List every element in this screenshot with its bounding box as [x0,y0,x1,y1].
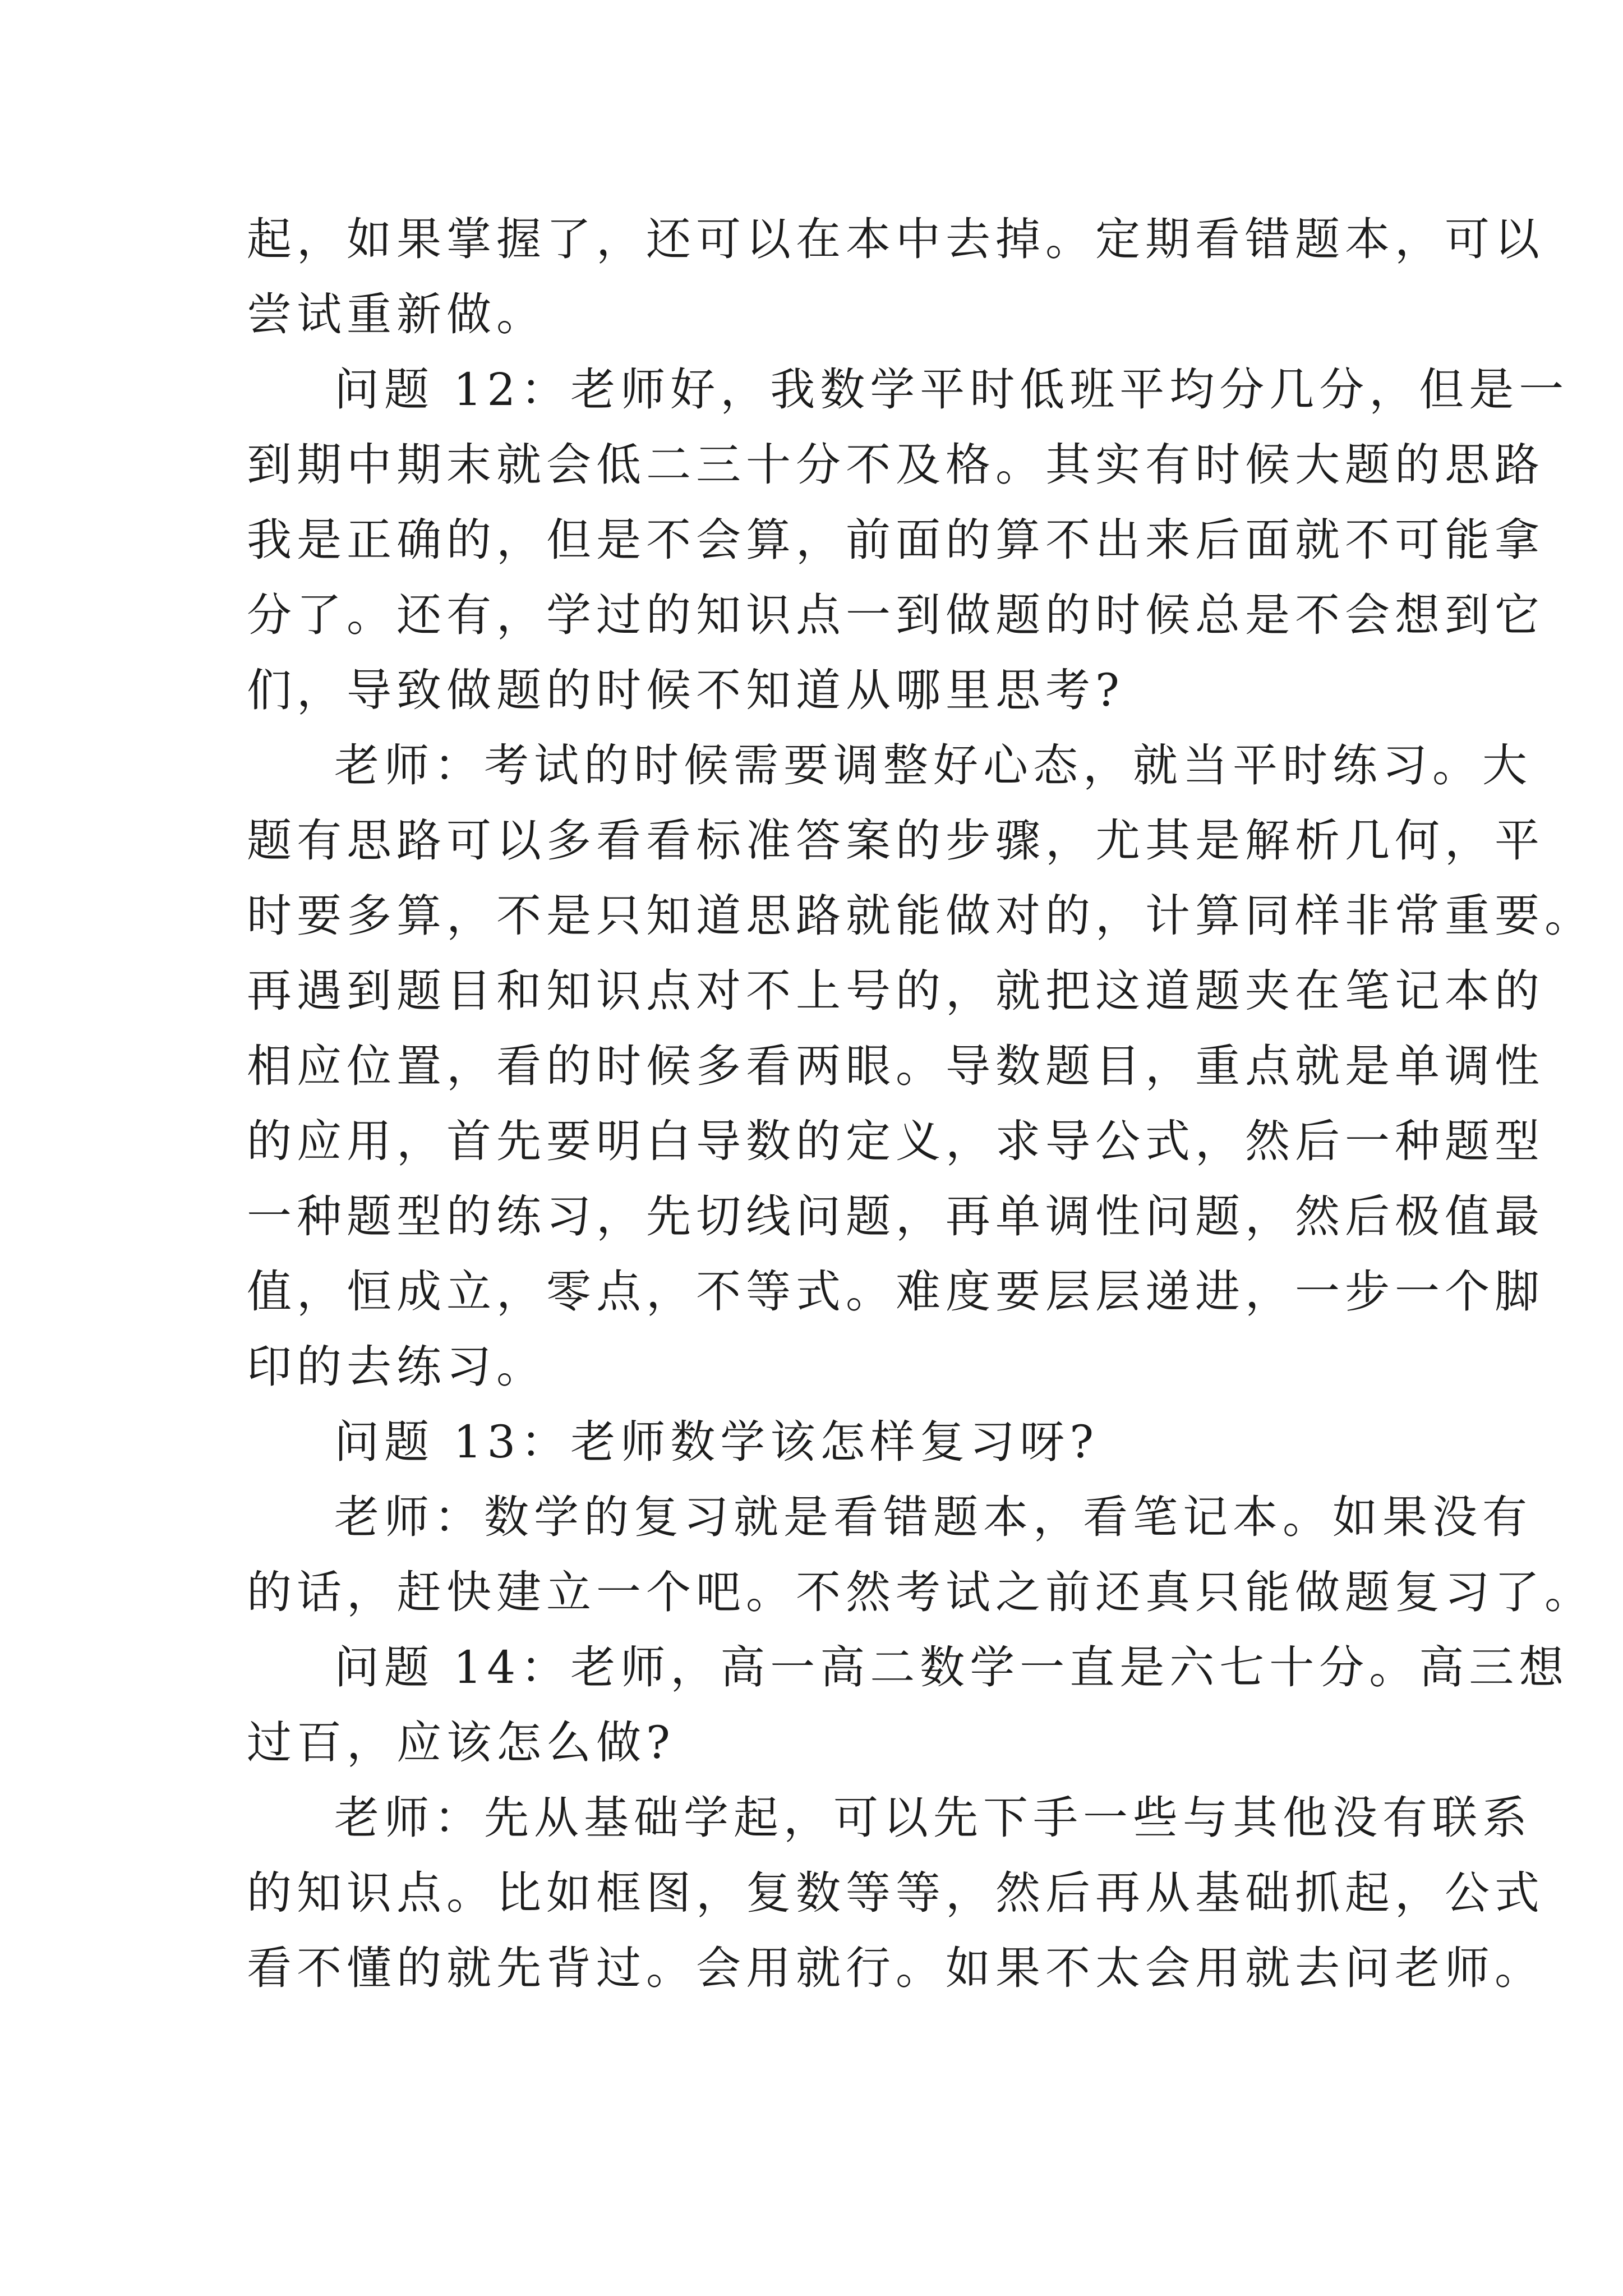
question-13-line: 问题 13：老师数学该怎样复习呀? [334,1416,1099,1468]
text-line: 的知识点。比如框图，复数等等，然后再从基础抓起，公式 [247,1867,1544,1919]
text-line: 到期中期末就会低二三十分不及格。其实有时候大题的思路 [247,439,1544,491]
question-14-line: 问题 14：老师，高一高二数学一直是六七十分。高三想 [334,1641,1569,1694]
text-line: 起，如果掌握了，还可以在本中去掉。定期看错题本，可以 [247,213,1544,265]
text-line: 分了。还有，学过的知识点一到做题的时候总是不会想到它 [247,589,1544,641]
text-line: 尝试重新做。 [247,288,546,341]
text-line: 值，恒成立，零点，不等式。难度要层层递进，一步一个脚 [247,1266,1544,1318]
text-line: 的话，赶快建立一个吧。不然考试之前还真只能做题复习了。 [247,1566,1594,1618]
question-12-line: 问题 12：老师好，我数学平时低班平均分几分，但是一 [334,364,1569,416]
answer-12-line: 老师：考试的时候需要调整好心态，就当平时练习。大 [334,739,1532,792]
text-line: 看不懂的就先背过。会用就行。如果不太会用就去问老师。 [247,1942,1544,1994]
text-line: 的应用，首先要明白导数的定义，求导公式，然后一种题型 [247,1115,1544,1167]
text-line: 题有思路可以多看看标准答案的步骤，尤其是解析几何，平 [247,815,1544,867]
text-line: 们，导致做题的时候不知道从哪里思考? [247,664,1124,716]
text-line: 我是正确的，但是不会算，前面的算不出来后面就不可能拿 [247,514,1544,566]
text-line: 印的去练习。 [247,1341,546,1393]
text-line: 相应位置，看的时候多看两眼。导数题目，重点就是单调性 [247,1040,1544,1092]
answer-14-line: 老师：先从基础学起，可以先下手一些与其他没有联系 [334,1792,1532,1844]
text-line: 过百，应该怎么做? [247,1717,675,1769]
body-text [247,202,1594,2006]
answer-13-line: 老师：数学的复习就是看错题本，看笔记本。如果没有 [334,1491,1532,1543]
text-line: 一种题型的练习，先切线问题，再单调性问题，然后极值最 [247,1190,1544,1243]
text-line: 再遇到题目和知识点对不上号的，就把这道题夹在笔记本的 [247,965,1544,1017]
text-line: 时要多算，不是只知道思路就能做对的，计算同样非常重要。 [247,890,1594,942]
